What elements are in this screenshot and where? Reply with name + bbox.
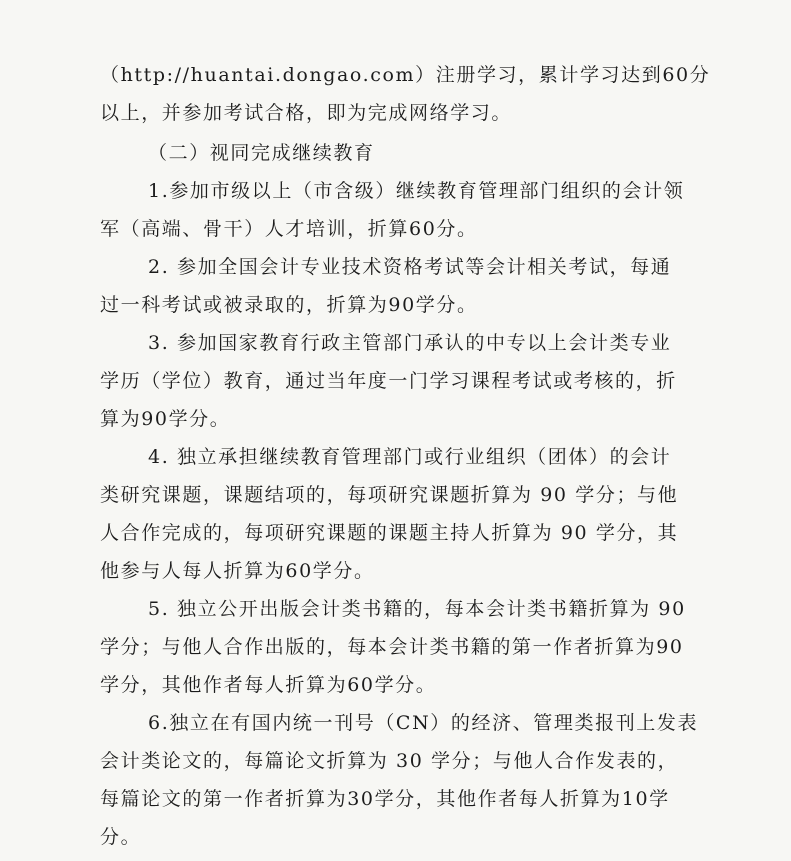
paragraph-line: 以上，并参加考试合格，即为完成网络学习。 (100, 102, 513, 124)
paragraph-line: （http://huantai.dongao.com）注册学习，累计学习达到60分 (100, 64, 711, 86)
paragraph-line: 分。 (100, 826, 142, 848)
paragraph-line: 学历（学位）教育，通过当年度一门学习课程考试或考核的，折 (100, 370, 677, 392)
paragraph-line: 算为90学分。 (100, 408, 231, 430)
paragraph-line: 学分；与他人合作出版的，每本会计类书籍的第一作者折算为90 (100, 636, 684, 658)
paragraph-line: 军（高端、骨干）人才培训，折算60分。 (100, 218, 478, 240)
paragraph-line: 6.独立在有国内统一刊号（CN）的经济、管理类报刊上发表 (148, 712, 699, 734)
paragraph-line: 人合作完成的，每项研究课题的课题主持人折算为 90 学分，其 (100, 522, 679, 544)
section-heading: （二）视同完成继续教育 (148, 142, 375, 164)
paragraph-line: 过一科考试或被录取的，折算为90学分。 (100, 294, 478, 316)
paragraph-line: 2. 参加全国会计专业技术资格考试等会计相关考试，每通 (148, 256, 672, 278)
paragraph-line: 类研究课题，课题结项的，每项研究课题折算为 90 学分；与他 (100, 484, 679, 506)
paragraph-line: 5. 独立公开出版会计类书籍的，每本会计类书籍折算为 90 (148, 598, 686, 620)
paragraph-line: 4. 独立承担继续教育管理部门或行业组织（团体）的会计 (148, 446, 672, 468)
paragraph-line: 他参与人每人折算为60学分。 (100, 560, 375, 582)
paragraph-line: 每篇论文的第一作者折算为30学分，其他作者每人折算为10学 (100, 788, 670, 810)
paragraph-line: 会计类论文的，每篇论文折算为 30 学分；与他人合作发表的， (100, 750, 679, 772)
paragraph-line: 3. 参加国家教育行政主管部门承认的中专以上会计类专业 (148, 332, 672, 354)
paragraph-line: 学分，其他作者每人折算为60学分。 (100, 674, 437, 696)
paragraph-line: 1.参加市级以上（市含级）继续教育管理部门组织的会计领 (148, 180, 685, 202)
